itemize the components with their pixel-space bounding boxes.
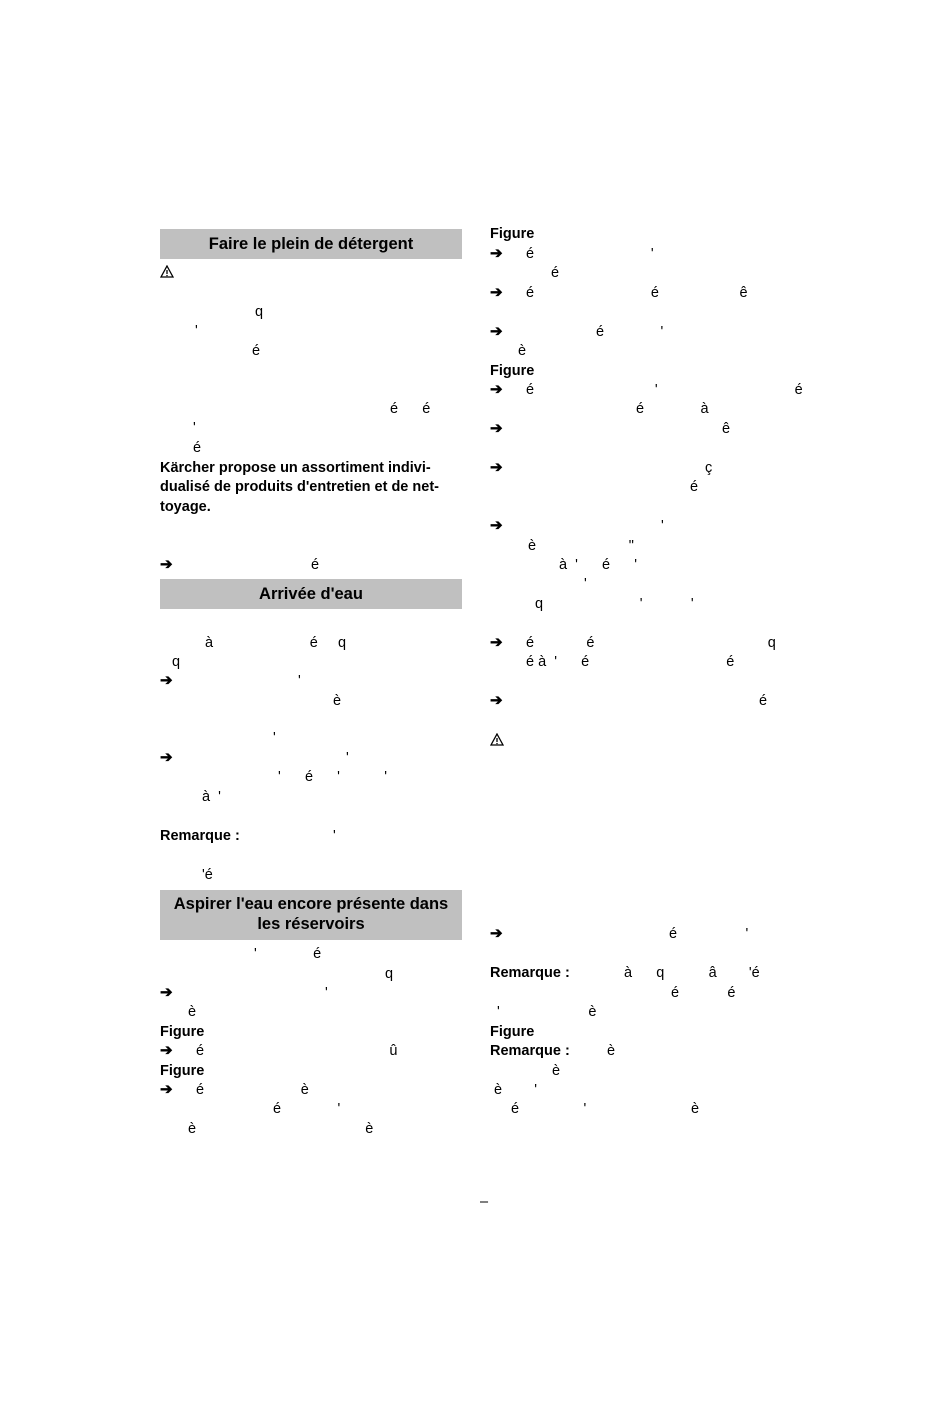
body-text: ê [722,421,731,437]
body-text: ' é [254,946,322,962]
body-text: é é ê [526,285,748,301]
section-heading-line: les réservoirs [257,914,365,933]
right-arrow-icon: ➔ [490,381,503,398]
body-text: ' [333,828,336,844]
body-text: é [759,693,768,709]
body-text: é à [636,401,709,417]
body-text: ç [705,460,713,476]
detergent-note-line: Kärcher propose un assortiment indivi- [160,460,431,476]
right-arrow-icon: ➔ [160,672,173,689]
body-text: è [552,1063,561,1079]
warning-triangle-icon [160,265,174,278]
body-text: ' [273,730,276,746]
body-text: ' [298,673,301,689]
section-heading-detergent: Faire le plein de détergent [160,229,462,259]
body-text: é é [390,401,431,417]
figure-label: Figure [490,1024,535,1040]
right-arrow-icon: ➔ [490,323,503,340]
right-arrow-icon: ➔ [490,925,503,942]
body-text: q ' ' [535,596,694,612]
body-text: é [551,265,560,281]
page-footer-mark: – [480,1194,489,1210]
body-text: é ' è [511,1101,700,1117]
body-text: è [518,343,527,359]
step-text: é [311,557,320,573]
detergent-note-line: dualisé de produits d'entretien et de net- [160,479,439,495]
body-text: à ' é ' [559,557,638,573]
figure-label: Figure [160,1024,205,1040]
body-text: é é [671,985,736,1001]
body-text: à q â 'é [624,965,760,981]
body-text: q [385,966,394,982]
detergent-note-line: toyage. [160,499,211,515]
right-arrow-icon: ➔ [160,1081,173,1098]
body-text: q [172,654,181,670]
body-text: é ' é [526,382,803,398]
body-text: ' [346,750,349,766]
right-arrow-icon: ➔ [490,692,503,709]
section-heading-drain-tanks [160,890,462,940]
body-text: ' [584,576,587,592]
body-text: ' [325,985,328,1001]
body-text: è [607,1043,616,1059]
body-text: è ' [494,1082,538,1098]
right-arrow-icon: ➔ [490,245,503,262]
right-arrow-icon: ➔ [160,984,173,1001]
body-text: é [252,343,261,359]
body-text: q [255,304,264,320]
body-text: è " [528,538,634,554]
warning-triangle-icon [490,733,504,746]
body-text: ' è [497,1004,597,1020]
body-text: è è [188,1121,374,1137]
body-text: à é q [205,635,347,651]
right-arrow-icon: ➔ [490,284,503,301]
remark-label: Remarque : [490,965,570,981]
figure-label: Figure [490,363,535,379]
body-text: ' [195,323,198,339]
body-text: 'é [202,867,213,883]
right-arrow-icon: ➔ [490,420,503,437]
right-arrow-icon: ➔ [490,634,503,651]
body-text: é é q [526,635,776,651]
figure-label: Figure [160,1063,205,1079]
body-text: é û [196,1043,398,1059]
body-text: é [193,440,202,456]
body-text: é ' [273,1101,341,1117]
body-text: à ' [202,789,221,805]
body-text: é [690,479,699,495]
body-text: é ' [526,246,654,262]
section-heading-line: Aspirer l'eau encore présente dans [173,895,449,913]
body-text: ' [193,420,196,436]
body-text: è [333,693,342,709]
right-arrow-icon: ➔ [490,459,503,476]
right-arrow-icon: ➔ [490,517,503,534]
body-text: ' [661,518,664,534]
right-arrow-icon: ➔ [160,556,173,573]
right-arrow-icon: ➔ [160,1042,173,1059]
body-text: é ' [669,926,749,942]
body-text: ' é ' ' [278,769,388,785]
body-text: é à ' é é [526,654,735,670]
body-text: é è [196,1082,309,1098]
right-arrow-icon: ➔ [160,749,173,766]
section-heading-water-supply: Arrivée d'eau [160,579,462,609]
body-text: é ' [596,324,664,340]
remark-label: Remarque : [490,1043,570,1059]
body-text: è [188,1004,197,1020]
remark-label: Remarque : [160,828,240,844]
figure-label: Figure [490,226,535,242]
